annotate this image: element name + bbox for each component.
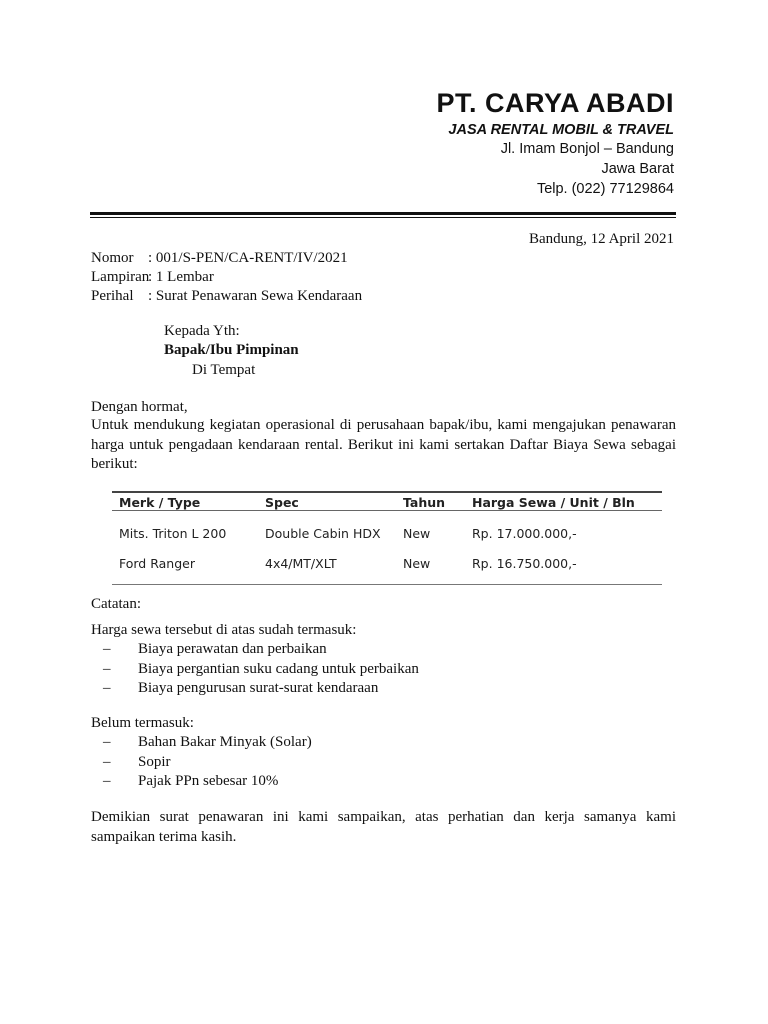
meta-value-perihal: : Surat Penawaran Sewa Kendaraan	[148, 288, 363, 304]
list-item-text: Pajak PPn sebesar 10%	[138, 773, 279, 789]
bullet-dash: –	[103, 734, 111, 750]
price-table	[92, 480, 676, 590]
list-item-text: Biaya pengurusan surat-surat kendaraan	[138, 680, 379, 696]
notes-title: Catatan:	[91, 596, 141, 612]
table-header-harga: Harga Sewa / Unit / Bln	[472, 495, 635, 510]
company-phone: Telp. (022) 77129864	[536, 181, 674, 197]
table-cell-merk: Mits. Triton L 200	[119, 526, 227, 541]
table-cell-spec: Double Cabin HDX	[265, 526, 381, 541]
bullet-dash: –	[103, 753, 111, 770]
letterhead	[436, 86, 674, 199]
header-divider-thin	[90, 217, 676, 218]
table-header-merk: Merk / Type	[119, 495, 201, 510]
meta-value-lampiran: : 1 Lembar	[148, 269, 214, 285]
table-cell-harga: Rp. 17.000.000,-	[472, 526, 577, 541]
table-cell-spec: 4x4/MT/XLT	[265, 556, 337, 571]
bullet-dash: –	[103, 773, 111, 789]
address-line-1: Jl. Imam Bonjol – Bandung	[500, 141, 674, 157]
list-item-text: Biaya pergantian suku cadang untuk perbaikan	[138, 660, 419, 677]
meta-label-nomor: Nomor	[91, 250, 134, 266]
letter-date: Bandung, 12 April 2021	[529, 231, 674, 247]
recipient-place: Di Tempat	[192, 362, 256, 378]
recipient-name: Bapak/Ibu Pimpinan	[164, 342, 299, 358]
list-item-text: Sopir	[138, 753, 171, 770]
meta-value-nomor: : 001/S-PEN/CA-RENT/IV/2021	[148, 250, 348, 266]
bullet-dash: –	[103, 641, 111, 657]
table-header-tahun: Tahun	[403, 495, 446, 510]
table-bottom-rule	[112, 584, 662, 585]
recipient-salutation: Kepada Yth:	[164, 323, 240, 339]
table-cell-tahun: New	[403, 556, 431, 571]
list-item-text: Biaya perawatan dan perbaikan	[138, 641, 327, 657]
address-line-2: Jawa Barat	[601, 161, 674, 177]
bullet-dash: –	[103, 680, 111, 696]
table-cell-harga: Rp. 16.750.000,-	[472, 556, 577, 571]
company-tagline: JASA RENTAL MOBIL & TRAVEL	[448, 122, 674, 138]
excluded-title: Belum termasuk:	[91, 715, 194, 731]
header-divider-thick	[90, 212, 676, 215]
closing-paragraph: Demikian surat penawaran ini kami sampaikan, atas perhatian dan kerja samanya kami sampaikan terima kasih.	[91, 809, 676, 845]
included-title: Harga sewa tersebut di atas sudah termasuk:	[91, 622, 357, 638]
table-header-spec: Spec	[265, 495, 299, 510]
company-name: PT. CARYA ABADI	[436, 88, 674, 118]
list-item-text: Bahan Bakar Minyak (Solar)	[138, 734, 312, 750]
bullet-dash: –	[103, 660, 111, 677]
meta-label-lampiran: Lampiran	[91, 269, 150, 285]
meta-label-perihal: Perihal	[91, 288, 134, 304]
greeting: Dengan hormat,	[91, 399, 188, 415]
intro-paragraph: Untuk mendukung kegiatan operasional di perusahaan bapak/ibu, kami mengajukan penawaran harga untuk pengadaan kendaraan rental. Berikut ini kami sertakan Daftar Biaya Sewa sebagai berikut:	[91, 417, 676, 472]
table-top-rule	[112, 491, 662, 493]
table-cell-tahun: New	[403, 526, 431, 541]
table-header-rule	[112, 510, 662, 511]
table-cell-merk: Ford Ranger	[119, 556, 195, 571]
